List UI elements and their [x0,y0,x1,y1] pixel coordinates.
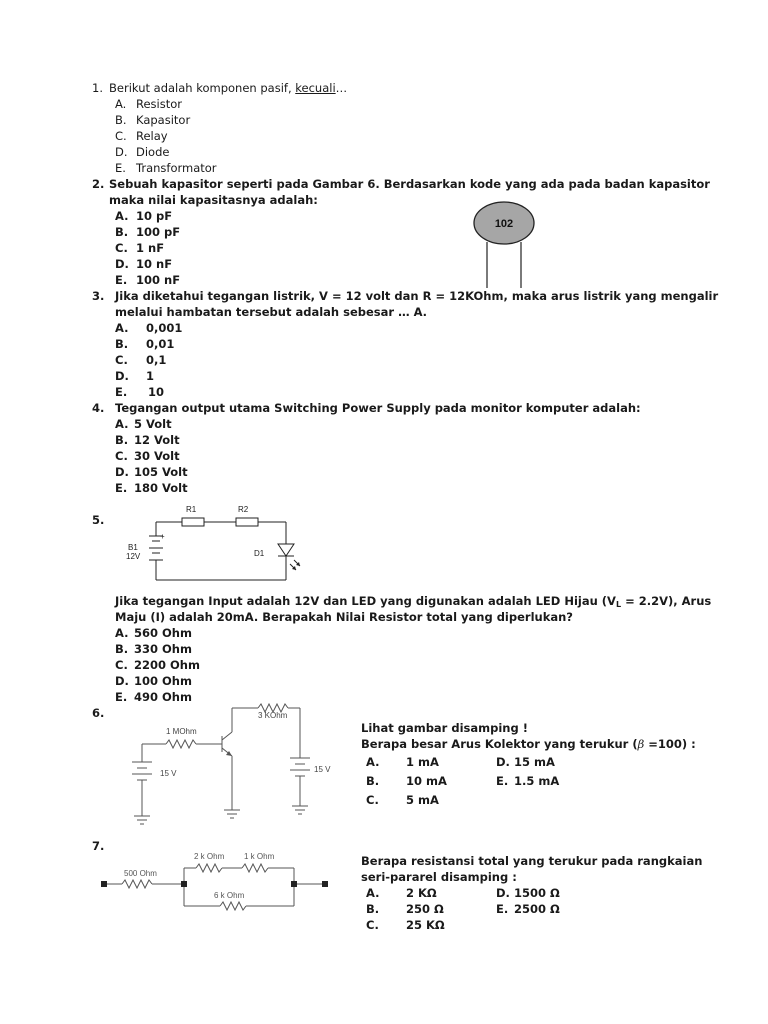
battery-voltage-label: 12V [126,552,141,561]
resistor-1k-ohm [242,864,268,872]
q1-option-d: Diode [136,145,170,159]
q6-option-c-letter: C. [366,793,379,807]
q2-stem-line2: maka nilai kapasitasnya adalah: [109,193,318,207]
q1-option-a: Resistor [136,97,182,111]
q6-option-e: 1.5 mA [514,774,560,788]
q1-option-c: Relay [136,129,168,143]
q5-stem-line1-tail: = 2.2V), Arus [621,594,712,608]
q6-stem-line2 [361,736,696,752]
q6-option-b: 10 mA [406,774,447,788]
q2-option-e: 100 nF [136,273,181,287]
series-parallel-circuit-diagram [100,846,330,916]
q6-option-e-letter: E. [496,774,509,788]
q4-option-b-letter: B. [115,433,129,447]
q4-option-a-letter: A. [115,417,129,431]
q2-option-d: 10 nF [136,257,173,271]
led-diode-symbol [278,544,294,556]
q7-option-c: 25 KΩ [406,918,445,932]
q6-stem-line2-tail: =100) : [644,737,696,751]
resistor-500-ohm [122,880,152,888]
resistor-rb [166,740,196,748]
q5-option-b: 330 Ohm [134,642,192,656]
q6-stem-line1: Lihat gambar disamping ! [361,721,528,735]
r-series-label: 500 Ohm [124,869,157,878]
q2-option-c: 1 nF [136,241,165,255]
q3-option-b: 0,01 [146,337,175,351]
resistor-r1 [182,518,204,526]
q5-stem-line2: Maju (I) adalah 20mA. Berapakah Nilai Resistor total yang diperlukan? [115,610,573,624]
resistor-r2 [236,518,258,526]
q2-option-b-letter: B. [115,225,129,239]
vc-label: 15 V [314,765,331,774]
q2-option-e-letter: E. [115,273,128,287]
transistor-circuit-diagram [120,698,335,832]
resistor-6k-ohm [220,902,246,910]
q3-number: 3. [92,289,105,303]
q3-option-e: 10 [148,385,165,399]
q5-option-d-letter: D. [115,674,129,688]
q4-number: 4. [92,401,105,415]
q2-stem-line1: Sebuah kapasitor seperti pada Gambar 6. Berdasarkan kode yang ada pada badan kapasitor [109,177,710,191]
q2-option-b: 100 pF [136,225,181,239]
q6-option-d-letter: D. [496,755,510,769]
q1-stem-emphasis: kecuali [295,81,336,95]
terminal-left [101,881,107,887]
node-left-junction [181,881,187,887]
q7-option-e-letter: E. [496,902,509,916]
q3-option-c-letter: C. [115,353,128,367]
q7-option-c-letter: C. [366,918,379,932]
q4-option-e: 180 Volt [134,481,188,495]
r1-label: R1 [186,505,197,514]
r2-label: R2 [238,505,249,514]
q3-option-d: 1 [146,369,155,383]
r-top2-label: 1 k Ohm [244,852,275,861]
q4-option-e-letter: E. [115,481,128,495]
q1-option-e-letter: E. [115,161,126,175]
q5-option-c: 2200 Ohm [134,658,200,672]
q2-option-a-letter: A. [115,209,129,223]
q4-option-d: 105 Volt [134,465,188,479]
q7-option-e: 2500 Ω [514,902,560,916]
q5-number: 5. [92,513,105,527]
q6-option-c: 5 mA [406,793,439,807]
resistor-2k-ohm [196,864,222,872]
terminal-right [322,881,328,887]
q7-stem-line1: Berapa resistansi total yang terukur pada rangkaian [361,854,703,868]
q4-option-c: 30 Volt [134,449,180,463]
vb-label: 15 V [160,769,177,778]
q7-stem-line2: seri-pararel disamping : [361,870,517,884]
q5-option-a-letter: A. [115,626,129,640]
q1-stem-tail: … [335,81,348,95]
q4-option-c-letter: C. [115,449,128,463]
q2-option-a: 10 pF [136,209,173,223]
q3-option-a-letter: A. [115,321,129,335]
q1-stem-text: Berikut adalah komponen pasif, [109,81,296,95]
q5-option-b-letter: B. [115,642,129,656]
q1-option-b: Kapasitor [136,113,191,127]
capacitor-code: 102 [494,218,514,230]
q4-option-d-letter: D. [115,465,129,479]
d1-label: D1 [254,549,265,558]
q6-stem-line2-text: Berapa besar Arus Kolektor yang terukur ( [361,737,638,751]
q3-stem-line2: melalui hambatan tersebut adalah sebesar … A. [115,305,428,319]
q5-stem-line1-text: Jika tegangan Input adalah 12V dan LED yang digunakan adalah LED Hijau (V [115,594,616,608]
q5-option-a: 560 Ohm [134,626,192,640]
q1-option-b-letter: B. [115,113,127,127]
q4-option-b: 12 Volt [134,433,180,447]
q7-option-d-letter: D. [496,886,510,900]
rc-label: 3 KOhm [258,711,288,720]
q7-number: 7. [92,839,105,853]
q7-option-a-letter: A. [366,886,380,900]
q3-option-e-letter: E. [115,385,128,399]
beta-symbol: β [637,737,645,751]
q1-stem [109,80,347,96]
q1-option-d-letter: D. [115,145,128,159]
q7-option-b: 250 Ω [406,902,444,916]
q6-option-d: 15 mA [514,755,555,769]
q7-option-a: 2 KΩ [406,886,437,900]
q1-number: 1. [92,81,103,95]
q7-option-b-letter: B. [366,902,380,916]
led-circuit-diagram [120,500,300,590]
q6-option-b-letter: B. [366,774,380,788]
q2-option-c-letter: C. [115,241,128,255]
q1-option-c-letter: C. [115,129,127,143]
q1-option-e: Transformator [136,161,217,175]
q4-stem: Tegangan output utama Switching Power Supply pada monitor komputer adalah: [115,401,641,415]
capacitor-figure [470,196,560,290]
q2-option-d-letter: D. [115,257,129,271]
q3-stem-line1: Jika diketahui tegangan listrik, V = 12 volt dan R = 12KOhm, maka arus listrik yang mengalir [115,289,719,303]
q2-number: 2. [92,177,105,191]
q6-option-a: 1 mA [406,755,439,769]
q1-option-a-letter: A. [115,97,127,111]
q5-option-e: 490 Ohm [134,690,192,704]
q4-option-a: 5 Volt [134,417,172,431]
q5-stem-subscript: L [615,600,622,609]
q3-option-d-letter: D. [115,369,129,383]
r-top1-label: 2 k Ohm [194,852,225,861]
q5-option-e-letter: E. [115,690,128,704]
q7-option-d: 1500 Ω [514,886,560,900]
q5-option-c-letter: C. [115,658,128,672]
q3-option-b-letter: B. [115,337,129,351]
battery-plus-sign: + [160,532,165,541]
q3-option-c: 0,1 [146,353,167,367]
rb-label: 1 MOhm [166,727,197,736]
q5-option-d: 100 Ohm [134,674,192,688]
q6-number: 6. [92,706,105,720]
battery-label: B1 [128,543,138,552]
q6-option-a-letter: A. [366,755,380,769]
node-right-junction [291,881,297,887]
q3-option-a: 0,001 [146,321,183,335]
r-bottom-label: 6 k Ohm [214,891,245,900]
